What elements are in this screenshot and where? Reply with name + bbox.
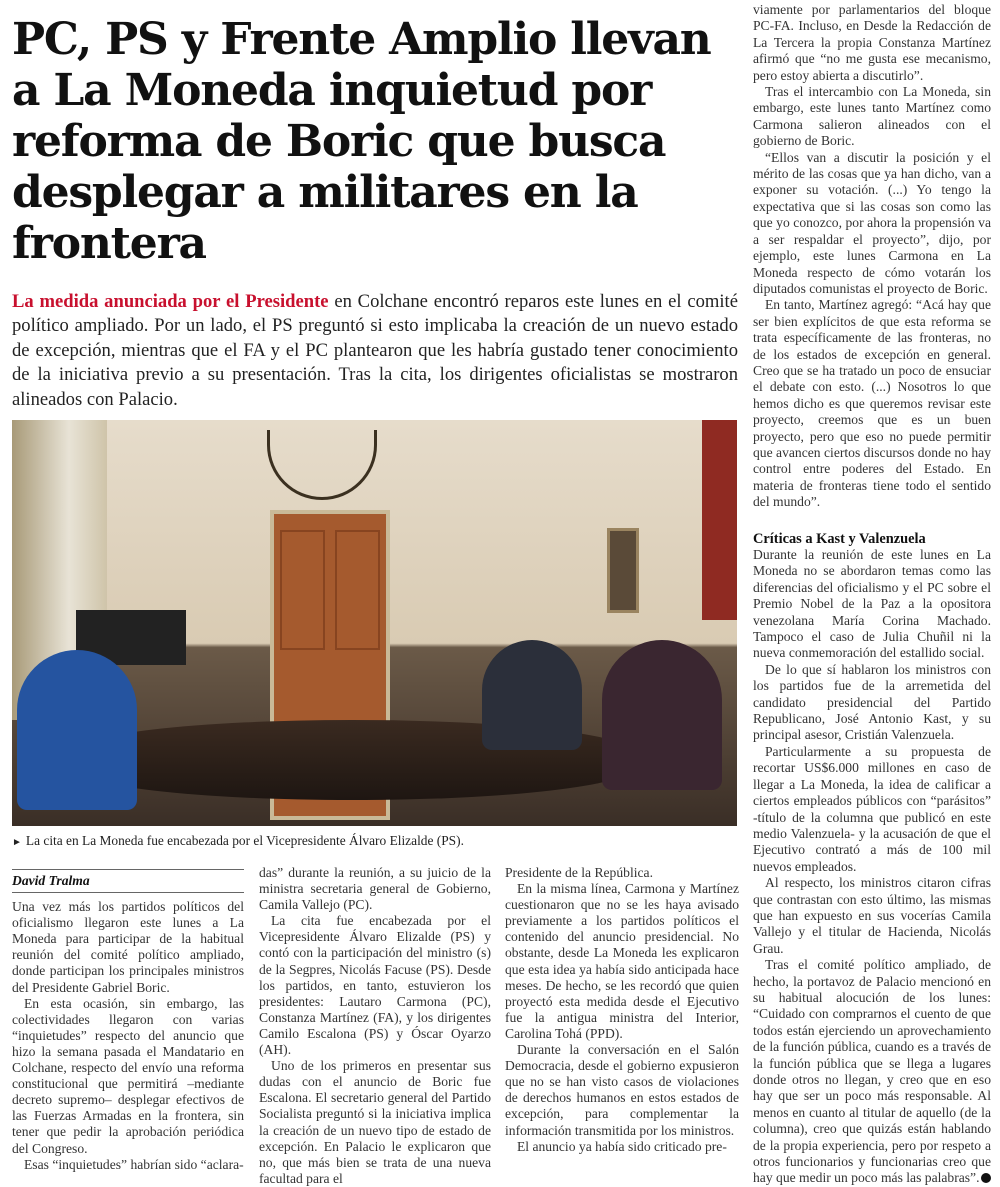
paragraph: De lo que sí hablaron los ministros con los partidos fue de la arremetida del candidato presidencial del Partido Republicano, José Antonio Kast, y su principal asesor, Cristián Valenzuela. (753, 661, 991, 743)
paragraph: Durante la conversación en el Salón Democracia, desde el gobierno expusieron que no se han visto casos de violaciones de derechos humanos en estos estados de excepción, para complementar la información transmitida por los ministros. (505, 1042, 739, 1138)
photo-caption (12, 833, 738, 849)
person (602, 640, 722, 790)
caption-arrow-icon: ► (12, 837, 22, 848)
paragraph: Una vez más los partidos políticos del oficialismo llegaron este lunes a La Moneda para participar de la habitual reunión del comité político ampliado, donde participan los principales ministros del Presidente Gabriel Boric. (12, 899, 244, 995)
person (17, 650, 137, 810)
paragraph: En la misma línea, Carmona y Martínez cuestionaron que no se les haya avisado previamente a los partidos políticos el contenido del anuncio presidencial. No obstante, desde La Moneda les explicaron que esta idea ya había sido anticipada hace meses. De hecho, se les recordó que quien proyectó esta medida desde el Ejecutivo fue la antigua ministra del Interior, Carolina Tohá (PPD). (505, 881, 739, 1041)
paragraph: Tras el intercambio con La Moneda, sin embargo, este lunes tanto Martínez como Carmona salieron alineados con el gobierno de Boric. (753, 84, 991, 149)
subheading: Críticas a Kast y Valenzuela (753, 530, 926, 547)
paragraph: das” durante la reunión, a su juicio de la ministra secretaria general de Gobierno, Camila Vallejo (PC). (259, 865, 491, 913)
caption-text: La cita en La Moneda fue encabezada por el Vicepresidente Álvaro Elizalde (PS). (25, 833, 464, 848)
article-deck (12, 290, 738, 412)
paragraph: viamente por parlamentarios del bloque PC-FA. Incluso, en Desde la Redacción de La Tercera la propia Constanza Martínez afirmó que “no me gusta ese mecanismo, pero estoy abierta a discutirlo”. (753, 2, 991, 83)
paragraph: En tanto, Martínez agregó: “Acá hay que ser bien explícitos de que esta reforma se trata específicamente de las fronteras, no de los estados de excepción en general. Creo que se ha tratado un poco de ensuciar el debate con esto. (...) Nosotros lo que hemos dicho es que queremos revisar este proyecto, creemos que es un buen proyecto, pero que eso no puede permitir que avancen ciertos discursos donde no hay control entre poderes del Estado. En materia de fronteras tiene todo el sentido del mundo”. (753, 297, 991, 510)
body-column-2 (259, 865, 491, 1187)
painting (607, 528, 639, 613)
paragraph: La cita fue encabezada por el Vicepresidente Álvaro Elizalde (PS) y contó con la participación del ministro (s) de la Segpres, Nicolás Facuse (PS). Desde los partidos, en tanto, estuvieron los presidentes: Lautaro Carmona (PC), Constanza Martínez (FA), y los dirigentes Camilo Escalona (PS) y Óscar Oyarzo (AH). (259, 913, 491, 1058)
headline: PC, PS y Frente Amplio llevan a La Moneda inquietud por reforma de Boric que busca desplegar a militares en la frontera (12, 14, 711, 269)
paragraph: Esas “inquietudes” habrían sido “aclara- (24, 1156, 244, 1172)
deck-text: en Colchane encontró reparos este lunes en el comité político ampliado. Por un lado, el PS preguntó si esto implicaba la creación de un nuevo estado de excepción, mientras que el FA y el PC plantearon que les habría gustado tener conocimiento de la iniciativa previo a su presentación. Tras la cita, los dirigentes oficialistas se mostraron alineados con Palacio. (12, 291, 738, 410)
deck-lead: La medida anunciada por el Presidente (12, 291, 329, 312)
paragraph: Particularmente a su propuesta de recortar US$6.000 millones en caso de llegar a La Moneda, la idea de calificar a ciertos empleados públicos con “parásitos” -título de la columna que publicó en este medio Valenzuela- y la acusación de que el Ejecutivo contrató a más de 100 mil nuevos empleados. (753, 743, 991, 874)
paragraph: Uno de los primeros en presentar sus dudas con el anuncio de Boric fue Escalona. El secretario general del Partido Socialista preguntó si la iniciativa implica la creación de un nuevo tipo de estado de excepción. En Palacio le explicaron que no, que más bien se trata de una nueva facultad para el (259, 1058, 491, 1186)
body-column-4 (753, 2, 991, 1187)
body-column-1 (12, 869, 244, 1173)
paragraph: Presidente de la República. (505, 865, 653, 880)
curtain-right (702, 420, 737, 620)
paragraph: El anuncio ya había sido criticado pre- (517, 1138, 727, 1154)
paragraph: Durante la reunión de este lunes en La Moneda no se abordaron temas como las diferencias del oficialismo y el PC sobre el Premio Nobel de la Paz a la opositora venezolana María Corina Machado. Tampoco el caso de Julia Chuñil ni la nueva conmemoración del estallido social. (753, 547, 991, 661)
paragraph (753, 957, 991, 1187)
body-column-3 (505, 865, 739, 1155)
paragraph-text: Tras el comité político ampliado, de hecho, la portavoz de Palacio mencionó en su habitual alocución de los lunes: “Cuidado con comprarnos el cuento de que todos están ejerciendo un aprovechamiento de la función pública, cuando es a través de la función pública que se llega a lugares donde otros no llegan, y creo que en eso hay que ser un poco más responsable. Al menos en cuanto al titular de aquello (de la columna), creo que quizás están hablando de la propia experiencia, pero por respeto a otros funcionarios y funcionarias creo que hay que medir un poco más las palabras”. (753, 957, 991, 1186)
paragraph: Al respecto, los ministros citaron cifras que contrastan con esto último, las mismas que han expuesto en sus vocerías Camila Vallejo y el titular de Hacienda, Nicolás Grau. (753, 875, 991, 956)
article-photo (12, 420, 737, 826)
end-mark-icon (981, 1173, 991, 1183)
person (482, 640, 582, 750)
byline: David Tralma (12, 869, 244, 893)
paragraph: “Ellos van a discutir la posición y el mérito de las cosas que ya han dicho, van a exponer su votación. (...) Yo tengo la expectativa que si las cosas son como las que yo conozco, por ahora la propensión va a ser respaldar el proyecto”, dijo, por ejemplo, este lunes Carmona en La Moneda respecto de cómo votarán los diputados comunistas el proyecto de Boric. (753, 149, 991, 296)
paragraph: En esta ocasión, sin embargo, las colectividades llegaron con varias “inquietudes” respecto del anuncio que hizo la semana pasada el Mandatario en Colchane, respecto del envío una reforma constitucional que permitirá –mediante decreto supremo– desplegar efectivos de las Fuerzas Armadas en la frontera, sin tener que pedir la aprobación periódica del Congreso. (12, 995, 244, 1156)
